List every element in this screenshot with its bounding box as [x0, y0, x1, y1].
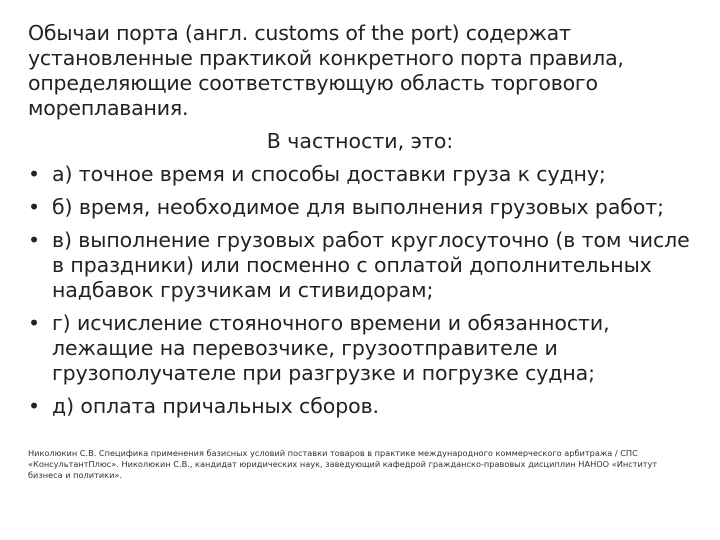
subheading: В частности, это:: [266, 129, 454, 153]
list-item-text: д) оплата причальных сборов.: [52, 394, 379, 418]
list-item: [28, 228, 698, 303]
bullet-marker: •: [28, 311, 40, 335]
list-item: [28, 162, 698, 187]
list-item: [28, 311, 698, 386]
intro-paragraph: Обычаи порта (англ. customs of the port) содержат установленные практикой конкретного порта правила, определяющие соответствующую область торгового мореплавания.: [28, 21, 624, 120]
bullet-marker: •: [28, 162, 40, 186]
list-item-text: а) точное время и способы доставки груза к судну;: [52, 162, 606, 186]
list-item: [28, 195, 698, 220]
footnote: Николюкин С.В. Специфика применения базисных условий поставки товаров в практике международного коммерческого арбитража / СПС «КонсультантПлюс». Николюкин С.В., кандидат юридических наук, заведующий кафедрой гражданско-правовых дисциплин НАНОО «Институт бизнеса и политики».: [28, 448, 658, 480]
bullet-marker: •: [28, 228, 40, 252]
list-item-text: б) время, необходимое для выполнения грузовых работ;: [52, 195, 664, 219]
bullet-marker: •: [28, 195, 40, 219]
list-item-text: г) исчисление стояночного времени и обязанности, лежащие на перевозчике, грузоотправителе и грузополучателе при разгрузке и погрузке судна;: [52, 311, 610, 385]
list-item-text: в) выполнение грузовых работ круглосуточно (в том числе в праздники) или посменно с оплатой дополнительных надбавок грузчикам и стивидорам;: [52, 228, 690, 302]
bullet-list: [28, 162, 698, 427]
bullet-marker: •: [28, 394, 40, 418]
list-item: [28, 394, 698, 419]
